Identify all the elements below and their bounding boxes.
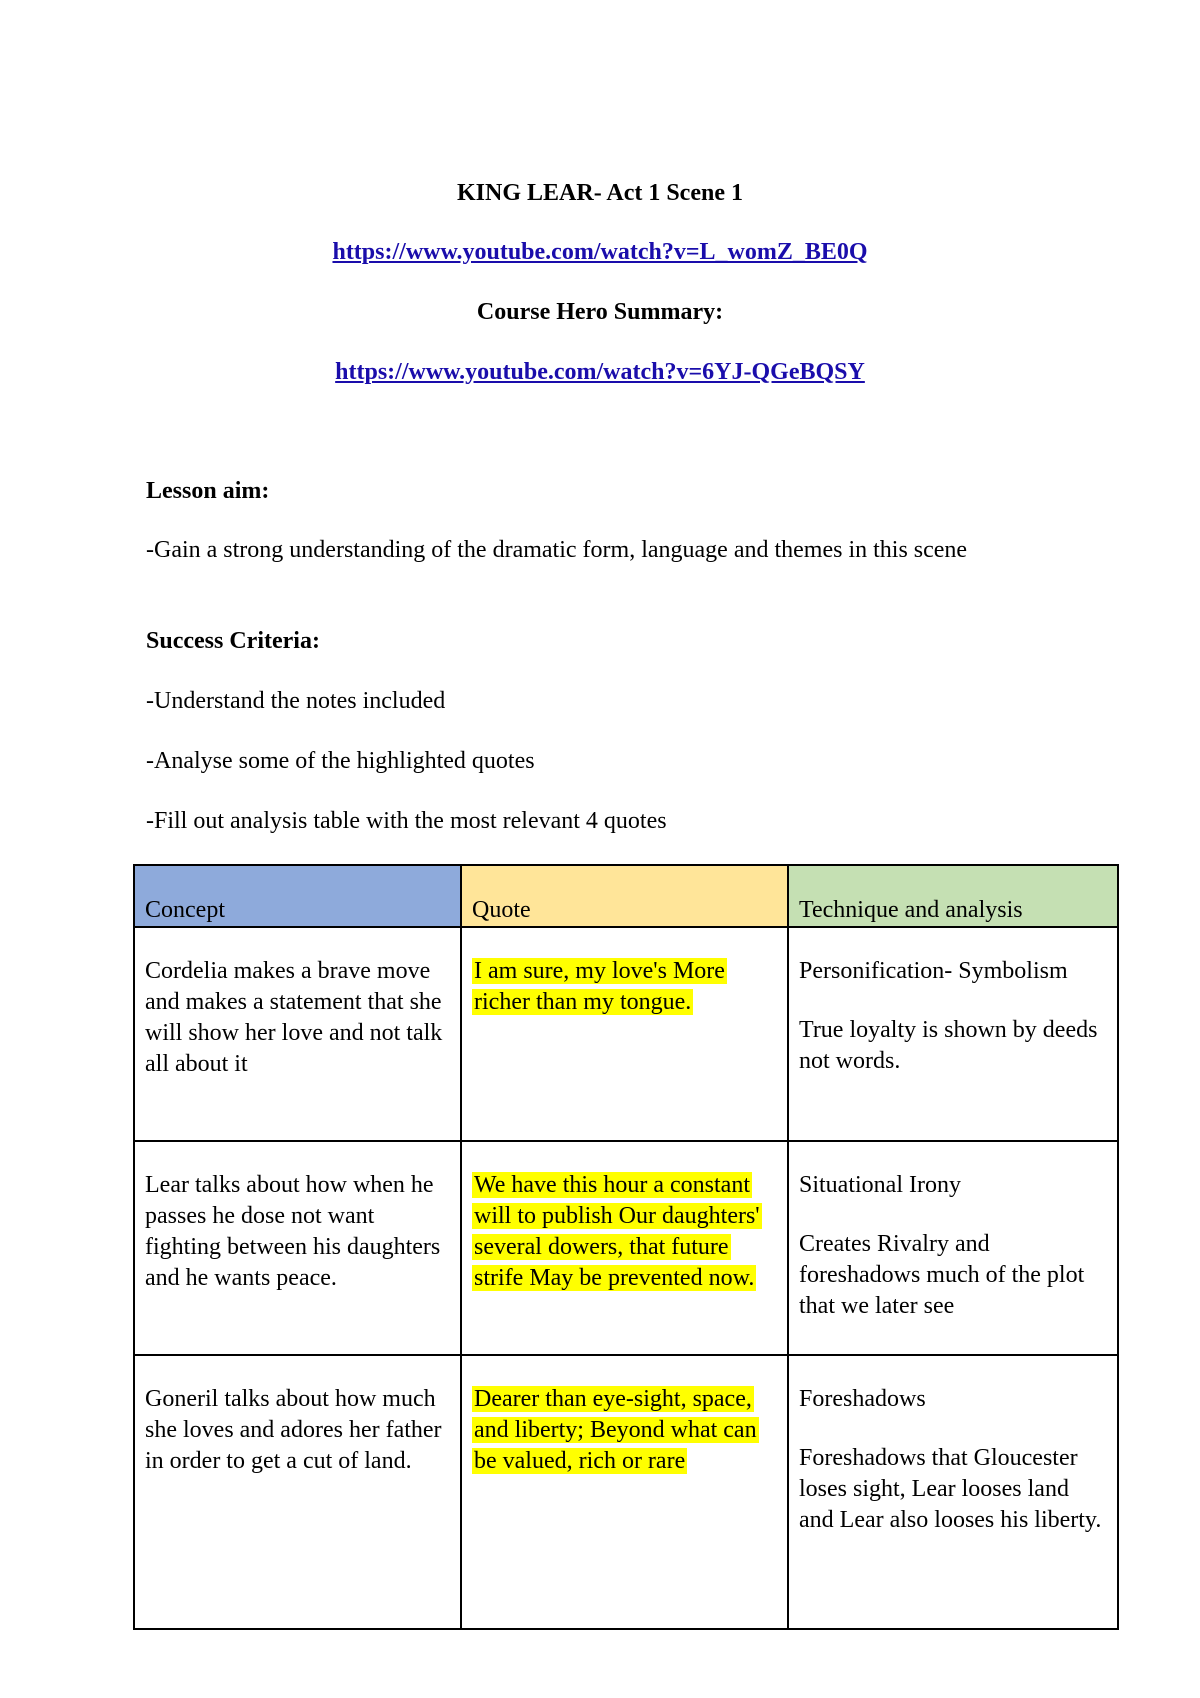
quote-cell bbox=[461, 1355, 788, 1629]
header-quote: Quote bbox=[461, 865, 788, 927]
table-row bbox=[134, 1355, 1118, 1629]
technique-cell bbox=[788, 1355, 1118, 1629]
criteria-item-2: -Analyse some of the highlighted quotes bbox=[146, 748, 535, 774]
technique-cell bbox=[788, 1141, 1118, 1355]
analysis-text: True loyalty is shown by deeds not words. bbox=[799, 1017, 1098, 1074]
analysis-table bbox=[133, 864, 1119, 1630]
technique-text: Foreshadows bbox=[799, 1386, 926, 1412]
quote-text: I am sure, my love's More richer than my tongue. bbox=[474, 958, 725, 1015]
criteria-item-3: -Fill out analysis table with the most relevant 4 quotes bbox=[146, 808, 667, 834]
analysis-text: Creates Rivalry and foreshadows much of the plot that we later see bbox=[799, 1231, 1085, 1319]
video-link-1[interactable]: https://www.youtube.com/watch?v=L_womZ_BE0Q bbox=[332, 239, 868, 265]
concept-text: Goneril talks about how much she loves and adores her father in order to get a cut of land. bbox=[145, 1386, 442, 1474]
video-link-2[interactable]: https://www.youtube.com/watch?v=6YJ-QGeBQSY bbox=[335, 359, 865, 385]
lesson-aim-heading: Lesson aim: bbox=[146, 478, 270, 504]
video-link-1-line bbox=[0, 237, 1200, 267]
concept-text: Lear talks about how when he passes he dose not want fighting between his daughters and he wants peace. bbox=[145, 1172, 441, 1291]
header-concept: Concept bbox=[134, 865, 461, 927]
quote-cell bbox=[461, 927, 788, 1141]
table-row bbox=[134, 1141, 1118, 1355]
header-technique: Technique and analysis bbox=[788, 865, 1118, 927]
criteria-item-1: -Understand the notes included bbox=[146, 688, 446, 714]
table-row bbox=[134, 927, 1118, 1141]
quote-text: We have this hour a constant will to publish Our daughters' several dowers, that future strife May be prevented now. bbox=[474, 1172, 760, 1291]
technique-cell bbox=[788, 927, 1118, 1141]
technique-text: Personification- Symbolism bbox=[799, 958, 1068, 984]
concept-cell bbox=[134, 1355, 461, 1629]
video-link-2-line bbox=[0, 357, 1200, 387]
quote-text: Dearer than eye-sight, space, and liberty; Beyond what can be valued, rich or rare bbox=[474, 1386, 757, 1474]
concept-text: Cordelia makes a brave move and makes a statement that she will show her love and not talk all about it bbox=[145, 958, 443, 1077]
concept-cell bbox=[134, 927, 461, 1141]
lesson-aim-text: -Gain a strong understanding of the dramatic form, language and themes in this scene bbox=[146, 537, 968, 563]
concept-cell bbox=[134, 1141, 461, 1355]
analysis-text: Foreshadows that Gloucester loses sight, Lear looses land and Lear also looses his liberty. bbox=[799, 1445, 1102, 1533]
page-title: KING LEAR- Act 1 Scene 1 bbox=[457, 180, 743, 206]
quote-cell bbox=[461, 1141, 788, 1355]
success-criteria-heading: Success Criteria: bbox=[146, 628, 320, 654]
technique-text: Situational Irony bbox=[799, 1172, 961, 1198]
table-header-row bbox=[134, 865, 1118, 927]
summary-heading: Course Hero Summary: bbox=[476, 299, 724, 325]
